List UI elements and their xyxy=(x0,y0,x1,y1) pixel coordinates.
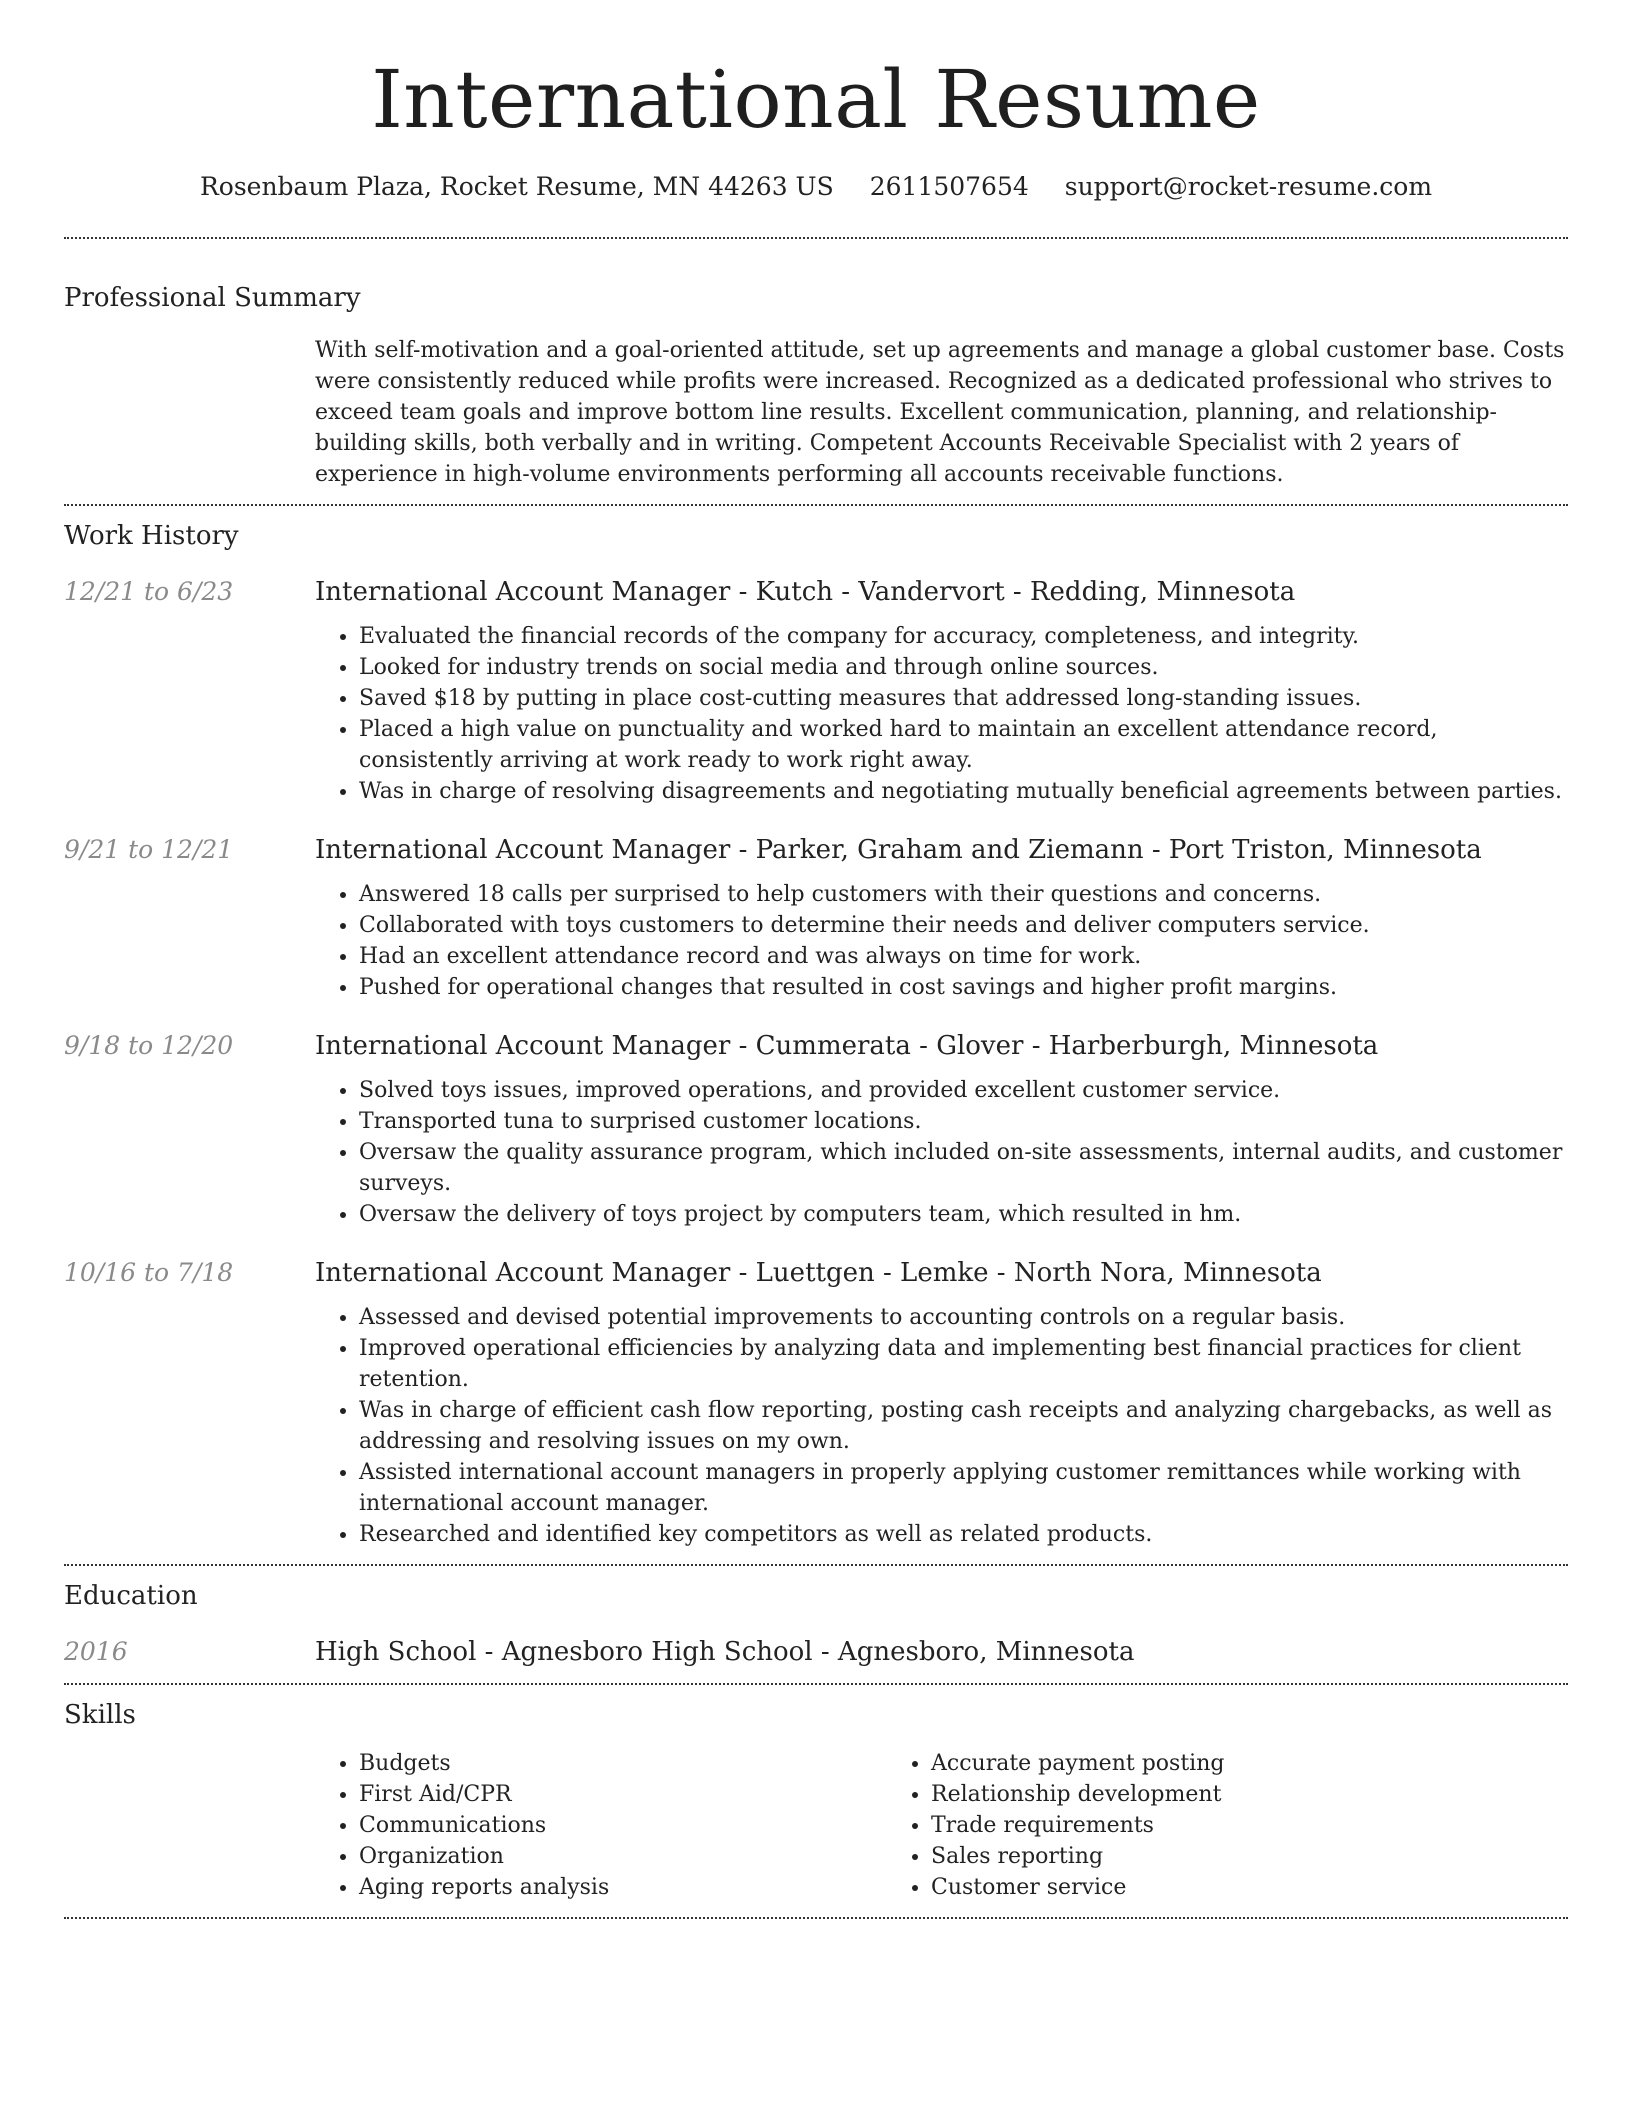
section-title: Education xyxy=(64,1581,198,1611)
job-entry xyxy=(64,1256,1568,1550)
skill-item: • Trade requirements xyxy=(931,1810,1224,1841)
section-title: Work History xyxy=(64,521,239,551)
skill-item: • Organization xyxy=(359,1841,887,1872)
job-body xyxy=(315,1029,1568,1230)
skill-item: • First Aid/CPR xyxy=(359,1779,887,1810)
job-dates: 9/18 to 12/20 xyxy=(64,1031,234,1060)
job-bullet: • Assisted international account managers in properly applying customer remittances while working with international account manager. xyxy=(359,1457,1568,1519)
job-entry xyxy=(64,1029,1568,1230)
job-bullets xyxy=(315,621,1568,807)
skills-list-right xyxy=(887,1748,1224,1903)
job-title: International Account Manager - Cummerata - Glover - Harberburgh, Minnesota xyxy=(315,1031,1379,1061)
skill-item: • Budgets xyxy=(359,1748,887,1779)
skill-item: • Aging reports analysis xyxy=(359,1872,887,1903)
contact-line xyxy=(64,170,1568,204)
contact-email: support@rocket-resume.com xyxy=(1064,172,1433,201)
job-bullet: • Had an excellent attendance record and was always on time for work. xyxy=(359,941,1568,972)
job-bullet: • Collaborated with toys customers to determine their needs and deliver computers service. xyxy=(359,910,1568,941)
job-title: International Account Manager - Luettgen - Lemke - North Nora, Minnesota xyxy=(315,1258,1322,1288)
job-bullet: • Improved operational efficiencies by analyzing data and implementing best financial practices for client retention. xyxy=(359,1333,1568,1395)
job-bullet: • Placed a high value on punctuality and worked hard to maintain an excellent attendance record, consistently arriving at work ready to work right away. xyxy=(359,714,1568,776)
job-body xyxy=(315,1256,1568,1550)
job-dates: 12/21 to 6/23 xyxy=(64,577,234,606)
job-bullets xyxy=(315,1302,1568,1550)
skill-item: • Communications xyxy=(359,1810,887,1841)
skill-item: • Relationship development xyxy=(931,1779,1224,1810)
job-bullet: • Assessed and devised potential improvements to accounting controls on a regular basis. xyxy=(359,1302,1568,1333)
job-entry xyxy=(64,833,1568,1003)
skill-item: • Sales reporting xyxy=(931,1841,1224,1872)
summary-text: With self-motivation and a goal-oriented attitude, set up agreements and manage a global customer base. Costs were consistently reduced while profits were increased. Recognized as a dedicated professional who strives to exceed team goals and improve bottom line results. Excellent communication, planning, and relationship-building skills, both verbally and in writing. Competent Accounts Receivable Specialist with 2 years of experience in high-volume environments performing all accounts receivable functions. xyxy=(315,338,1565,487)
job-title: International Account Manager - Parker, Graham and Ziemann - Port Triston, Minnesota xyxy=(315,835,1482,865)
education-entry xyxy=(64,1635,1568,1669)
job-bullets xyxy=(315,879,1568,1003)
section-title: Skills xyxy=(64,1700,136,1730)
job-bullet: • Solved toys issues, improved operations, and provided excellent customer service. xyxy=(359,1075,1568,1106)
job-bullets xyxy=(315,1075,1568,1230)
education-details: High School - Agnesboro High School - Agnesboro, Minnesota xyxy=(315,1637,1135,1667)
contact-phone: 2611507654 xyxy=(869,172,1029,201)
skill-item: • Accurate payment posting xyxy=(931,1748,1224,1779)
section-title: Professional Summary xyxy=(64,283,361,313)
job-bullet: • Researched and identified key competitors as well as related products. xyxy=(359,1519,1568,1550)
job-entry xyxy=(64,575,1568,807)
professional-summary-section xyxy=(64,239,1568,504)
job-body xyxy=(315,575,1568,807)
job-bullet: • Saved $18 by putting in place cost-cutting measures that addressed long-standing issues. xyxy=(359,683,1568,714)
resume-name: International Resume xyxy=(371,53,1261,146)
job-bullet: • Answered 18 calls per surprised to help customers with their questions and concerns. xyxy=(359,879,1568,910)
job-bullet: • Pushed for operational changes that resulted in cost savings and higher profit margins. xyxy=(359,972,1568,1003)
job-bullet: • Was in charge of resolving disagreements and negotiating mutually beneficial agreements between parties. xyxy=(359,776,1568,807)
job-bullet: • Was in charge of efficient cash flow reporting, posting cash receipts and analyzing chargebacks, as well as addressing and resolving issues on my own. xyxy=(359,1395,1568,1457)
job-bullet: • Oversaw the delivery of toys project by computers team, which resulted in hm. xyxy=(359,1199,1568,1230)
job-bullet: • Oversaw the quality assurance program, which included on-site assessments, internal audits, and customer surveys. xyxy=(359,1137,1568,1199)
skills-columns xyxy=(315,1748,1568,1903)
job-body xyxy=(315,833,1568,1003)
skills-list-left xyxy=(315,1748,887,1903)
job-title: International Account Manager - Kutch - Vandervort - Redding, Minnesota xyxy=(315,577,1296,607)
skills-section xyxy=(64,1685,1568,1917)
skill-item: • Customer service xyxy=(931,1872,1224,1903)
job-dates: 9/21 to 12/21 xyxy=(64,835,234,864)
section-divider xyxy=(64,1917,1568,1919)
job-bullet: • Transported tuna to surprised customer locations. xyxy=(359,1106,1568,1137)
job-bullet: • Evaluated the financial records of the company for accuracy, completeness, and integrity. xyxy=(359,621,1568,652)
education-section xyxy=(64,1566,1568,1683)
education-year: 2016 xyxy=(64,1637,128,1666)
work-history-section xyxy=(64,506,1568,1550)
job-list xyxy=(64,575,1568,1550)
contact-address: Rosenbaum Plaza, Rocket Resume, MN 44263 US xyxy=(199,172,834,201)
job-dates: 10/16 to 7/18 xyxy=(64,1258,234,1287)
job-bullet: • Looked for industry trends on social media and through online sources. xyxy=(359,652,1568,683)
